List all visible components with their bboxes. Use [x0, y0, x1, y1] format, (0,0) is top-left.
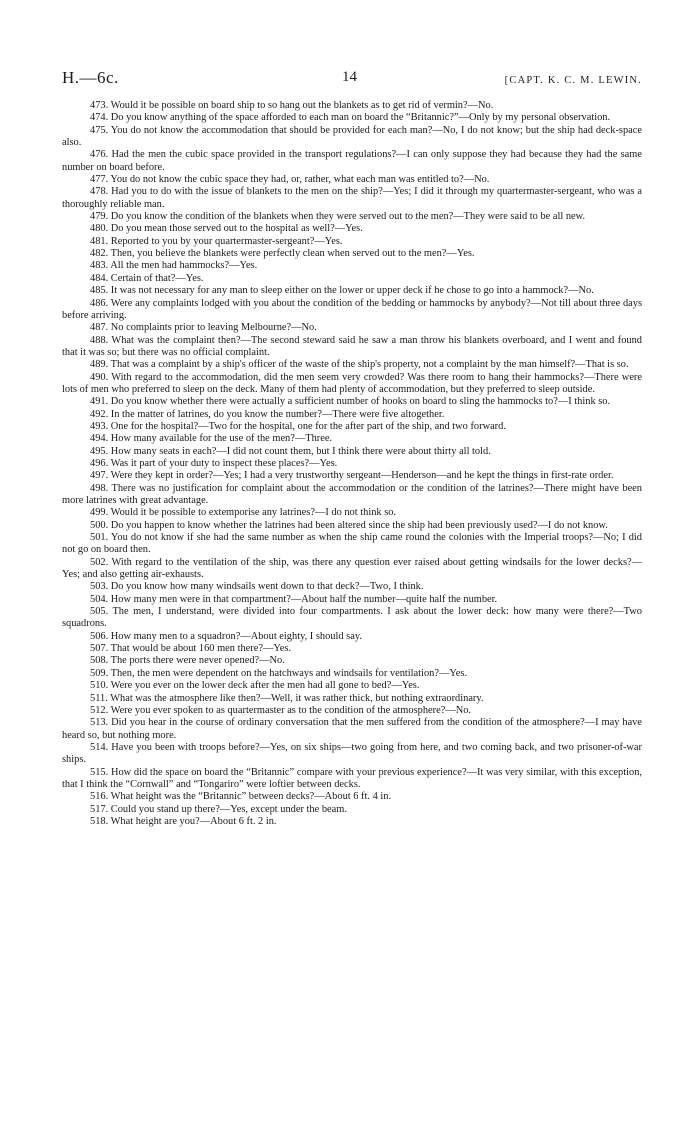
question-answer-paragraph: 504. How many men were in that compartment?—About half the number—quite half the number. — [90, 593, 498, 605]
question-answer-paragraph: 490. With regard to the accommodation, did the men seem very crowded? Was there room to hang their hammocks?—There were lots of men who preferred to sleep on the deck. Many of them had plenty of accommodation, but they preferred to sleep outside. — [62, 371, 642, 395]
question-answer-paragraph: 488. What was the complaint then?—The second steward said he saw a man throw his blankets overboard, and I went and found that it was so; but there was no official complaint. — [62, 334, 642, 358]
question-answer-paragraph: 486. Were any complaints lodged with you about the condition of the bedding or hammocks by anybody?—Not till about three days before arriving. — [62, 297, 642, 321]
question-answer-paragraph: 511. What was the atmosphere like then?—Well, it was rather thick, but nothing extraordinary. — [90, 692, 484, 704]
question-answer-paragraph: 506. How many men to a squadron?—About eighty, I should say. — [90, 630, 362, 642]
question-answer-paragraph: 496. Was it part of your duty to inspect these places?—Yes. — [90, 457, 338, 469]
question-answer-paragraph: 498. There was no justification for complaint about the accommodation or the condition of the latrines?—There might have been more latrines with great advantage. — [62, 482, 642, 506]
testimony-body — [62, 100, 642, 828]
question-answer-paragraph: 516. What height was the “Britannic” between decks?—About 6 ft. 4 in. — [90, 791, 392, 803]
page-header — [62, 68, 642, 90]
question-answer-paragraph: 513. Did you hear in the course of ordinary conversation that the men suffered from the condition of the atmosphere?—I may have heard so, but nothing more. — [62, 717, 642, 741]
question-answer-paragraph: 484. Certain of that?—Yes. — [90, 272, 204, 284]
question-answer-paragraph: 497. Were they kept in order?—Yes; I had a very trustworthy sergeant—Henderson—and he kept the things in first-rate order. — [90, 470, 614, 482]
question-answer-paragraph: 493. One for the hospital?—Two for the hospital, one for the after part of the ship, and two forward. — [90, 420, 506, 432]
question-answer-paragraph: 499. Would it be possible to extemporise any latrines?—I do not think so. — [90, 507, 397, 519]
question-answer-paragraph: 492. In the matter of latrines, do you know the number?—There were five altogether. — [90, 408, 445, 420]
question-answer-paragraph: 507. That would be about 160 men there?—Yes. — [90, 643, 292, 655]
question-answer-paragraph: 502. With regard to the ventilation of the ship, was there any question ever raised about getting windsails for the lower decks?—Yes; and also getting air-exhausts. — [62, 556, 642, 581]
question-answer-paragraph: 515. How did the space on board the “Britannic” compare with your previous experience?—It was very similar, with this exception, that I think the “Cornwall” and “Tongariro” were loftier between decks. — [62, 766, 642, 790]
question-answer-paragraph: 500. Do you happen to know whether the latrines had been altered since the ship had been previously used?—I do not know. — [90, 519, 608, 531]
question-answer-paragraph: 478. Had you to do with the issue of blankets to the men on the ship?—Yes; I did it through my quartermaster-sergeant, who was a thoroughly reliable man. — [62, 186, 642, 210]
question-answer-paragraph: 473. Would it be possible on board ship to so hang out the blankets as to get rid of vermin?—No. — [90, 100, 494, 111]
question-answer-paragraph: 508. The ports there were never opened?—No. — [90, 655, 285, 667]
question-answer-paragraph: 485. It was not necessary for any man to sleep either on the lower or upper deck if he chose to go into a hammock?—No. — [90, 285, 594, 297]
question-answer-paragraph: 481. Reported to you by your quartermaster-sergeant?—Yes. — [90, 235, 343, 247]
question-answer-paragraph: 495. How many seats in each?—I did not count them, but I think there were about thirty all told. — [90, 445, 491, 457]
question-answer-paragraph: 514. Have you been with troops before?—Yes, on six ships—two going from here, and two coming back, and two prisoner-of-war ships. — [62, 741, 642, 766]
question-answer-paragraph: 501. You do not know if she had the same number as when the ship came round the colonies with the Imperial troops?—No; I did not go on board then. — [62, 532, 642, 556]
question-answer-paragraph: 475. You do not know the accommodation that should be provided for each man?—No, I do not know; but the ship had deck-space also. — [62, 124, 642, 149]
question-answer-paragraph: 489. That was a complaint by a ship's officer of the waste of the ship's property, not a complaint by the man himself?—That is so. — [90, 359, 629, 371]
question-answer-paragraph: 474. Do you know anything of the space afforded to each man on board the “Britannic?”—Only by my personal observation. — [90, 112, 611, 124]
witness-name: [CAPT. K. C. M. LEWIN. — [504, 75, 642, 86]
question-answer-paragraph: 477. You do not know the cubic space they had, or, rather, what each man was entitled to?—No. — [90, 174, 490, 186]
question-answer-paragraph: 482. Then, you believe the blankets were perfectly clean when served out to the men?—Yes. — [90, 248, 475, 260]
document-reference: H.—6c. — [62, 68, 119, 87]
question-answer-paragraph: 503. Do you know how many windsails went down to that deck?—Two, I think. — [90, 581, 424, 593]
question-answer-paragraph: 517. Could you stand up there?—Yes, except under the beam. — [90, 803, 347, 815]
question-answer-paragraph: 509. Then, the men were dependent on the hatchways and windsails for ventilation?—Yes. — [90, 667, 468, 679]
question-answer-paragraph: 494. How many available for the use of the men?—Three. — [90, 433, 333, 445]
question-answer-paragraph: 479. Do you know the condition of the blankets when they were served out to the men?—They were said to be all new. — [90, 211, 586, 223]
question-answer-paragraph: 518. What height are you?—About 6 ft. 2 in. — [90, 815, 277, 827]
question-answer-paragraph: 483. All the men had hammocks?—Yes. — [90, 260, 258, 272]
question-answer-paragraph: 510. Were you ever on the lower deck after the men had all gone to bed?—Yes. — [90, 680, 420, 692]
question-answer-paragraph: 512. Were you ever spoken to as quartermaster as to the condition of the atmosphere?—No. — [90, 704, 472, 716]
question-answer-paragraph: 476. Had the men the cubic space provided in the transport regulations?—I can only suppose they had because they had the same number on board before. — [62, 149, 642, 173]
question-answer-paragraph: 480. Do you mean those served out to the hospital as well?—Yes. — [90, 223, 363, 235]
question-answer-paragraph: 505. The men, I understand, were divided into four compartments. I ask about the lower deck: how many were there?—Two squadrons. — [62, 606, 642, 630]
question-answer-paragraph: 491. Do you know whether there were actually a sufficient number of hooks on board to sling the hammocks to?—I think so. — [90, 396, 611, 408]
question-answer-paragraph: 487. No complaints prior to leaving Melbourne?—No. — [90, 322, 317, 334]
page-number: 14 — [342, 69, 357, 85]
